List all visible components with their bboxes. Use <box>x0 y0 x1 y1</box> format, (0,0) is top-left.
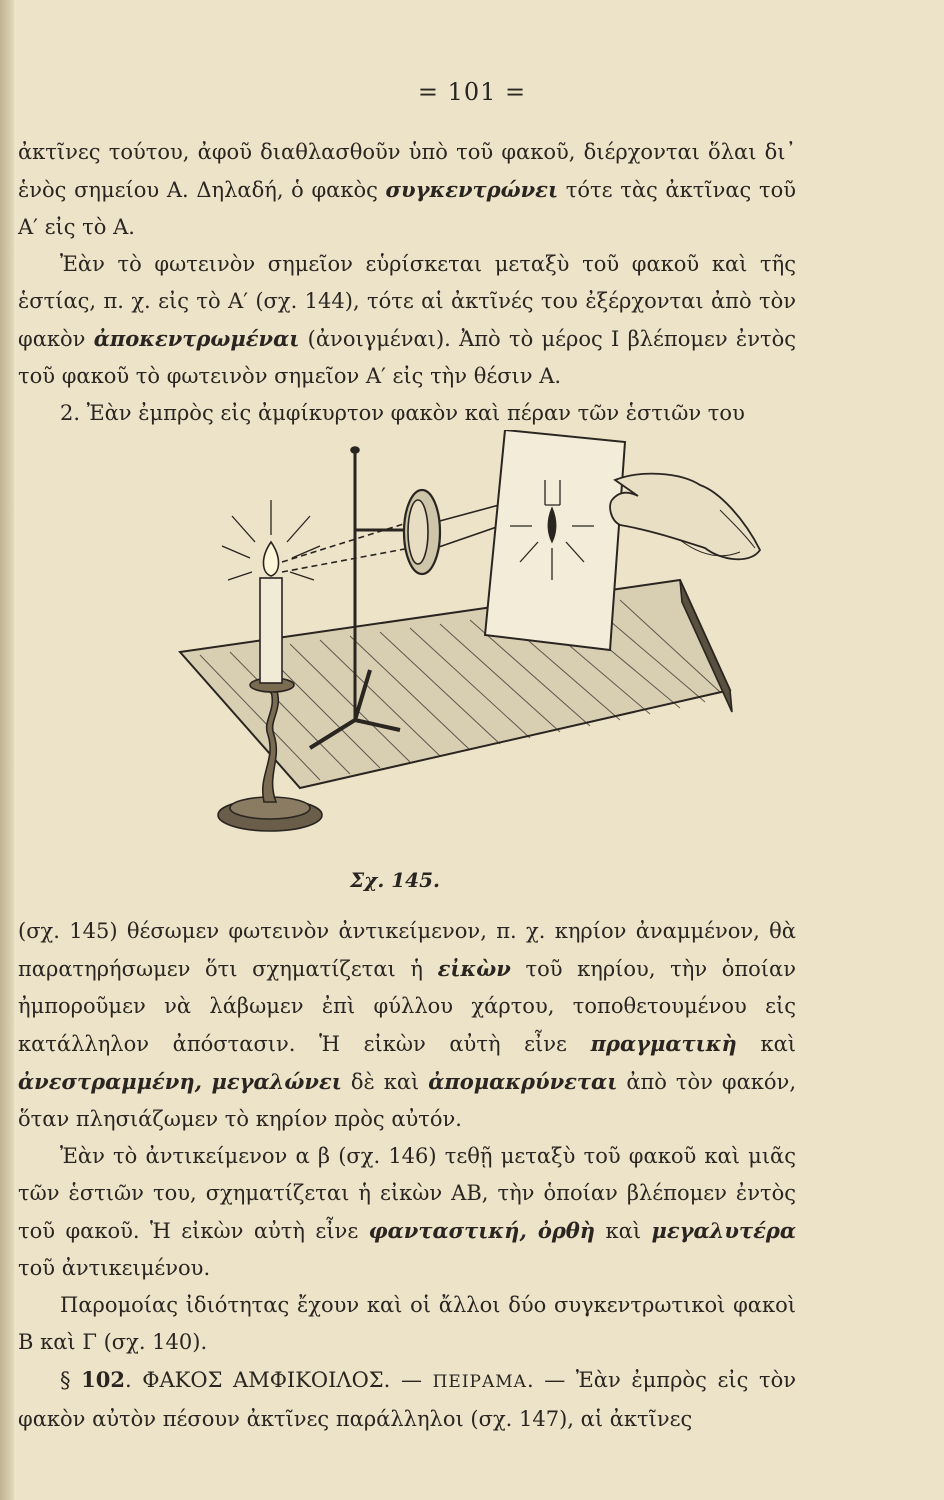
experiment-label: ΠΕΙΡΑΜΑ <box>432 1372 527 1392</box>
section-heading-paragraph: § 102. ΦΑΚΟΣ ΑΜΦΙΚΟΙΛΟΣ. — ΠΕΙΡΑΜΑ. — Ἐὰν ἐμπρὸς εἰς τὸν φακὸν αὐτὸν πέσουν ἀκτῖνες παράλληλοι (σχ. 147), αἱ ἀκτῖνες <box>18 1367 796 1431</box>
experiment-illustration <box>160 430 820 860</box>
section-number: 102 <box>81 1367 125 1392</box>
ray-upper <box>282 522 410 562</box>
top-text <box>18 134 796 432</box>
candle <box>260 578 282 683</box>
figure-candle-lens-screen <box>160 430 820 860</box>
paragraph: ἀκτῖνες τούτου, ἀφοῦ διαθλασθοῦν ὑπὸ τοῦ φακοῦ, διέρχονται ὅλαι δι᾿ ἑνὸς σημείου Α. Δηλαδή, ὁ φακὸς συγκεντρώνει τότε τὰς ἀκτῖνας τοῦ Α′ εἰς τὸ Α. <box>18 140 796 239</box>
paragraph: 2. Ἐὰν ἐμπρὸς εἰς ἀμφίκυρτον φακὸν καὶ πέραν τῶν ἑστιῶν του <box>60 401 745 425</box>
paragraph: (σχ. 145) θέσωμεν φωτεινὸν ἀντικείμενον, π. χ. κηρίον ἀναμμένον, θὰ παρατηρήσωμεν ὅτι σχηματίζεται ἡ εἰκὼν τοῦ κηρίου, τὴν ὁποίαν ἠμποροῦμεν νὰ λάβωμεν ἐπὶ φύλλου χάρτου, τοποθετουμένου εἰς κατάλληλον ἀπόστασιν. Ἡ εἰκὼν αὐτὴ εἶνε πραγματικὴ καὶ ἀνεστραμμένη, μεγαλώνει δὲ καὶ ἀπομακρύνεται ἀπὸ τὸν φακόν, ὅταν πλησιάζωμεν τὸ κηρίον πρὸς αὐτόν. <box>18 919 797 1131</box>
candle-flame <box>263 542 278 576</box>
paragraph: Ἐὰν τὸ φωτεινὸν σημεῖον εὑρίσκεται μεταξὺ τοῦ φακοῦ καὶ τῆς ἑστίας, π. χ. εἰς τὸ Α′ (σχ. 144), τότε αἱ ἀκτῖνές του ἐξέρχονται ἀπὸ τὸν φακὸν ἀποκεντρωμέναι (ἀνοιγμέναι). Ἀπὸ τὸ μέρος Ι βλέπομεν ἐντὸς τοῦ φακοῦ τὸ φωτεινὸν σημεῖον Α′ εἰς τὴν θέσιν Α. <box>18 252 796 388</box>
figure-caption: Σχ. 145. <box>350 868 440 892</box>
paragraph: Παρομοίας ἰδιότητας ἔχουν καὶ οἱ ἄλλοι δύο συγκεντρωτικοὶ φακοὶ Β καὶ Γ (σχ. 140). <box>18 1293 796 1354</box>
paper-screen <box>485 430 625 650</box>
bottom-text <box>18 913 796 1438</box>
page-number: = 101 = <box>417 78 527 106</box>
paragraph: Ἐὰν τὸ ἀντικείμενον α β (σχ. 146) τεθῇ μεταξὺ τοῦ φακοῦ καὶ μιᾶς τῶν ἑστιῶν του, σχηματίζεται ἡ εἰκὼν ΑΒ, τὴν ὁποίαν βλέπομεν ἐντὸς τοῦ φακοῦ. Ἡ εἰκὼν αὐτὴ εἶνε φανταστική, ὀρθὴ καὶ μεγαλυτέρα τοῦ ἀντικειμένου. <box>18 1144 796 1280</box>
hand <box>610 474 760 560</box>
page-edge <box>0 0 14 1500</box>
ray-lower <box>282 548 410 572</box>
